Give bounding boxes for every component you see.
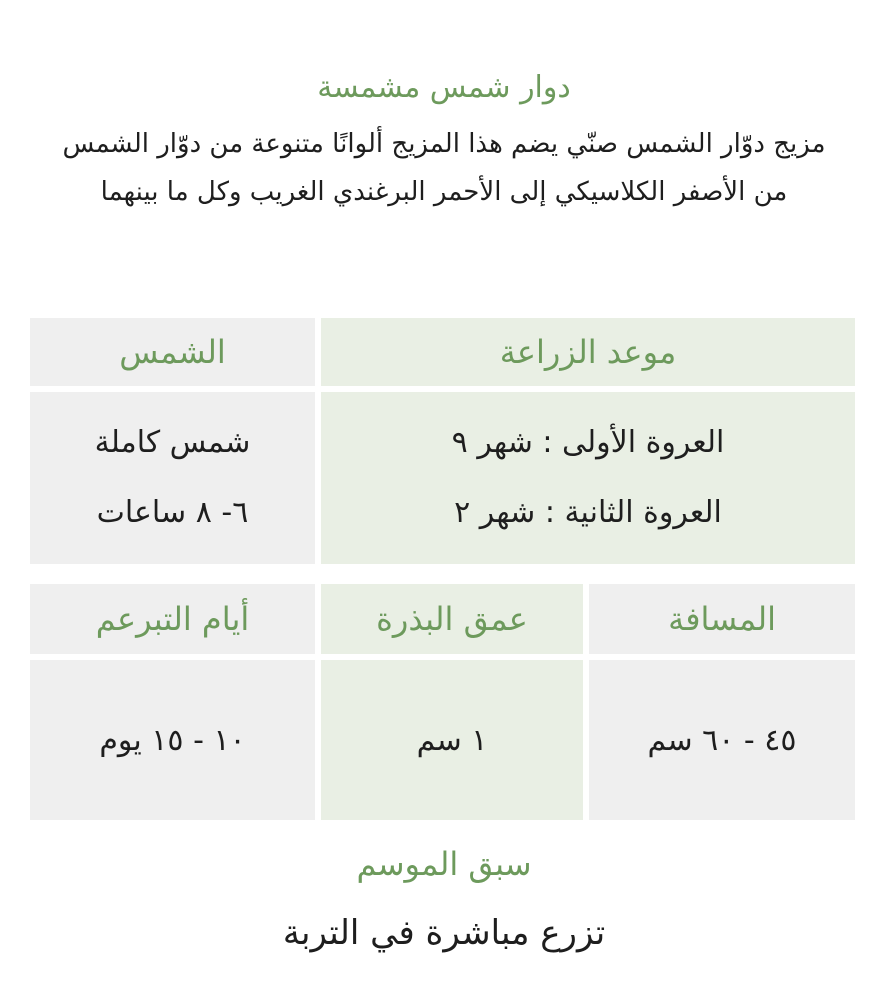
planting-date-header xyxy=(321,318,855,386)
description xyxy=(0,120,888,216)
sun-header-label: الشمس xyxy=(119,333,226,371)
spacing-header xyxy=(589,584,855,654)
description-line: من الأصفر الكلاسيكي إلى الأحمر البرغندي الغريب وكل ما بينهما xyxy=(100,177,788,207)
germination-header-label: أيام التبرعم xyxy=(95,600,250,638)
germination-header xyxy=(30,584,315,654)
description-line: مزيج دوّار الشمس صنّي يضم هذا المزيج ألوانًا متنوعة من دوّار الشمس xyxy=(62,129,826,159)
sun-cell xyxy=(30,392,315,564)
planting-date-header-label: موعد الزراعة xyxy=(499,333,677,371)
spacing-value: ٤٥ - ٦٠ سم xyxy=(647,722,797,758)
seed-depth-cell xyxy=(321,660,583,820)
planting-second-season: العروة الثانية : شهر ٢ xyxy=(454,495,722,530)
season-value: تزرع مباشرة في التربة xyxy=(282,913,606,953)
spacing-cell xyxy=(589,660,855,820)
spacing-header-label: المسافة xyxy=(668,600,776,638)
seed-depth-value: ١ سم xyxy=(416,722,488,758)
germination-value: ١٠ - ١٥ يوم xyxy=(99,722,246,758)
seed-depth-header xyxy=(321,584,583,654)
season-label: سبق الموسم xyxy=(356,845,532,883)
sun-hours: ٦- ٨ ساعات xyxy=(96,495,249,530)
sun-header xyxy=(30,318,315,386)
page-title: دوار شمس مشمسة xyxy=(317,70,571,105)
planting-date-cell xyxy=(321,392,855,564)
planting-first-season: العروة الأولى : شهر ٩ xyxy=(451,425,725,460)
germination-cell xyxy=(30,660,315,820)
seed-depth-header-label: عمق البذرة xyxy=(376,600,528,638)
sun-exposure: شمس كاملة xyxy=(94,425,251,460)
